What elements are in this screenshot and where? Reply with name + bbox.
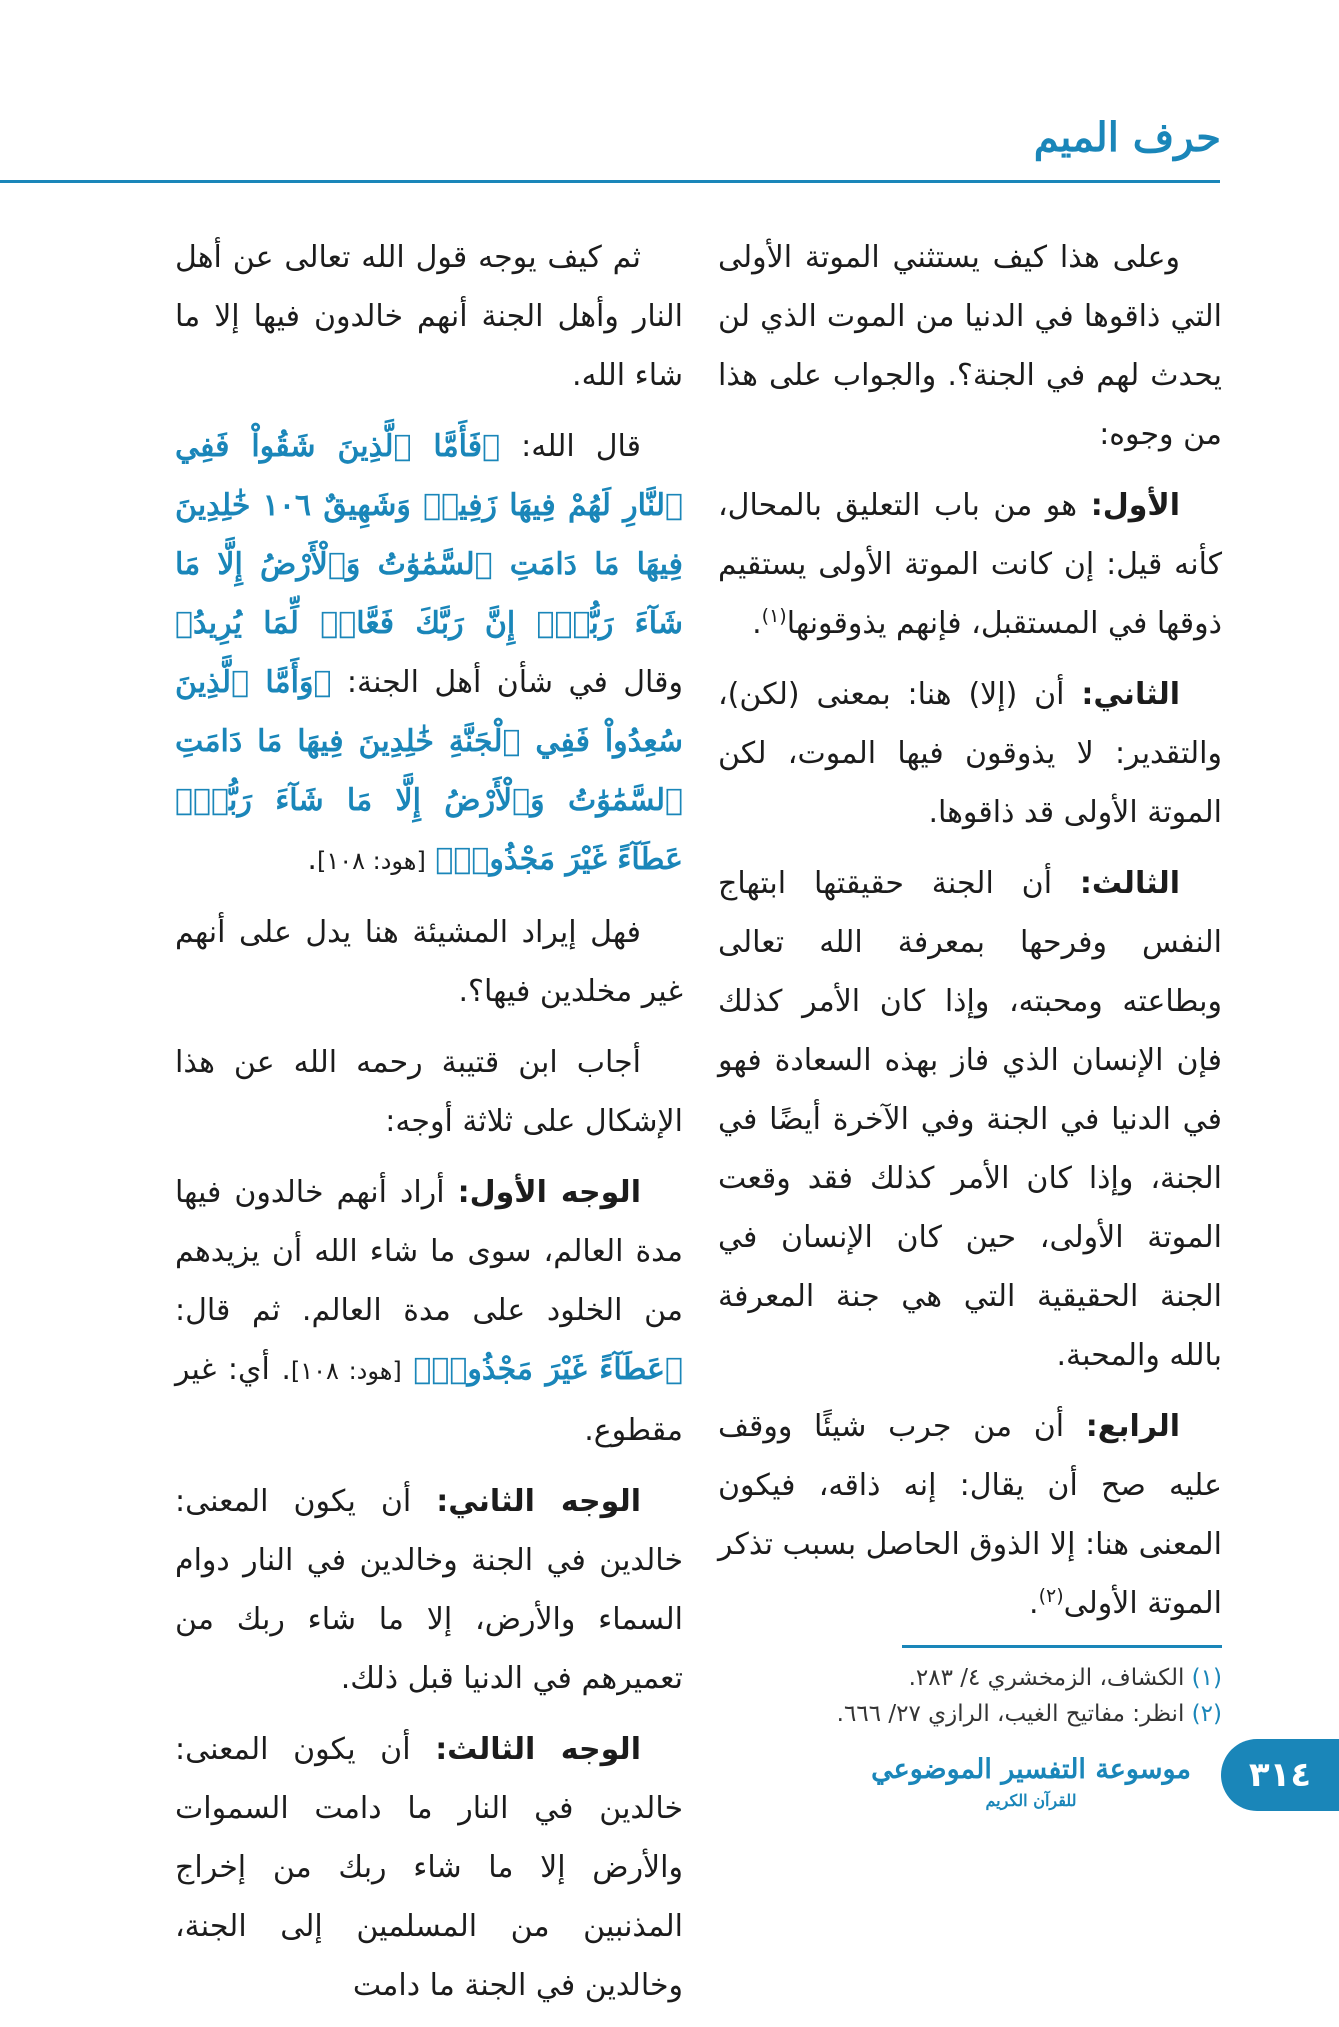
footnote-divider	[902, 1645, 1222, 1648]
verses-paragraph: قال الله: ﴿فَأَمَّا ٱلَّذِينَ شَقُواْ فَفِي ٱلنَّارِ لَهُمْ فِيهَا زَفِيرٞ وَشَهِيقٌ ١٠٦ خَٰلِدِينَ فِيهَا مَا دَامَتِ ٱلسَّمَٰوَٰتُ وَٱلْأَرْضُ إِلَّا مَا شَآءَ رَبُّكَۚ إِنَّ رَبَّكَ فَعَّالٞ لِّمَا يُرِيدُ﴾ وقال في شأن أهل الجنة: ﴿وَأَمَّا ٱلَّذِينَ سُعِدُواْ فَفِي ٱلْجَنَّةِ خَٰلِدِينَ فِيهَا مَا دَامَتِ ٱلسَّمَٰوَٰتُ وَٱلْأَرْضُ إِلَّا مَا شَآءَ رَبُّكَۖ عَطَآءً غَيْرَ مَجْذُوذٖ﴾ [هود: ١٠٨].	[175, 429, 683, 877]
chapter-title: حرف الميم	[1033, 114, 1221, 161]
aspect-second-lead: الوجه الثاني:	[436, 1484, 641, 1519]
intro-paragraph: وعلى هذا كيف يستثني الموتة الأولى التي ذاقوها في الدنيا من الموت الذي لن يحدث لهم في الجنة؟. والجواب على هذا من وجوه:	[718, 240, 1222, 452]
aspect-second: الوجه الثاني: أن يكون المعنى: خالدين في الجنة وخالدين في النار دوام السماء والأرض، إلا ما شاء ربك من تعميرهم في الدنيا قبل ذلك.	[175, 1484, 683, 1696]
series-title: موسوعة التفسير الموضوعي	[871, 1754, 1191, 1785]
point-first-text: هو من باب التعليق بالمحال، كأنه قيل: إن كانت الموتة الأولى يستقيم ذوقها في المستقبل، فإنهم يذوقونها	[718, 488, 1222, 641]
series-subtitle: للقرآن الكريم	[985, 1791, 1077, 1810]
aspect-third-lead: الوجه الثالث:	[435, 1732, 641, 1767]
point-third-lead: الثالث:	[1079, 866, 1180, 901]
point-fourth: الرابع: أن من جرب شيئًا ووقف عليه صح أن يقال: إنه ذاقه، فيكون المعنى هنا: إلا الذوق الحاصل بسبب تذكر الموتة الأولى$^{(٢)}$.	[718, 1409, 1222, 1621]
answer-intro-paragraph: أجاب ابن قتيبة رحمه الله عن هذا الإشكال على ثلاثة أوجه:	[175, 1045, 683, 1139]
footnote-ref-2[interactable]: (٢)	[1038, 1585, 1064, 1607]
aspect-first-lead: الوجه الأول:	[457, 1175, 641, 1210]
footnote-ref-1[interactable]: (١)	[761, 605, 787, 627]
aspect-first: الوجه الأول: أراد أنهم خالدون فيها مدة العالم، سوى ما شاء الله أن يزيدهم من الخلود على مدة العالم. ثم قال: ﴿عَطَآءً غَيْرَ مَجْذُوذٖ﴾ [هود: ١٠٨]. أي: غير مقطوع.	[175, 1175, 683, 1448]
point-second	[718, 665, 1222, 842]
footnote-1: (١) الكشاف، الزمخشري ٤/ ٢٨٣.	[908, 1665, 1222, 1691]
question-paragraph: ثم كيف يوجه قول الله تعالى عن أهل النار وأهل الجنة أنهم خالدون فيها إلا ما شاء الله.	[175, 240, 683, 393]
series-logo	[866, 1736, 1196, 1826]
right-column	[718, 228, 1222, 1645]
doubt-paragraph: فهل إيراد المشيئة هنا يدل على أنهم غير مخلدين فيها؟.	[175, 915, 683, 1009]
point-second-text: أن (إلا) هنا: بمعنى (لكن)، والتقدير: لا يذوقون فيها الموت، لكن الموتة الأولى قد ذاقوها.	[718, 677, 1222, 830]
point-first: الأول: هو من باب التعليق بالمحال، كأنه قيل: إن كانت الموتة الأولى يستقيم ذوقها في المستقبل، فإنهم يذوقونها$^{(١)}$.	[718, 488, 1222, 641]
left-column	[175, 228, 683, 2027]
quran-verse-hud-106-107: ﴿فَأَمَّا ٱلَّذِينَ شَقُواْ فَفِي ٱلنَّارِ لَهُمْ فِيهَا زَفِيرٞ وَشَهِيقٌ ١٠٦ خَٰلِدِينَ فِيهَا مَا دَامَتِ ٱلسَّمَٰوَٰتُ وَٱلْأَرْضُ إِلَّا مَا شَآءَ رَبُّكَۚ إِنَّ رَبَّكَ فَعَّالٞ لِّمَا يُرِيدُ﴾	[175, 429, 683, 641]
aspect-third: الوجه الثالث: أن يكون المعنى: خالدين في النار ما دامت السموات والأرض إلا ما شاء ربك من إخراج المذنبين من المسلمين إلى الجنة، وخالدين في الجنة ما دامت	[175, 1732, 683, 2003]
quran-verse-hud-108: ﴿وَأَمَّا ٱلَّذِينَ سُعِدُواْ فَفِي ٱلْجَنَّةِ خَٰلِدِينَ فِيهَا مَا دَامَتِ ٱلسَّمَٰوَٰتُ وَٱلْأَرْضُ إِلَّا مَا شَآءَ رَبُّكَۖ عَطَآءً غَيْرَ مَجْذُوذٖ﴾	[175, 665, 683, 877]
point-first-lead: الأول:	[1090, 488, 1180, 523]
footnotes	[622, 1660, 1222, 1732]
point-third-text: أن الجنة حقيقتها ابتهاج النفس وفرحها بمعرفة الله تعالى وبطاعته ومحبته، وإذا كان الأمر كذلك فإن الإنسان الذي فاز بهذه السعادة فهو في الدنيا في الجنة وفي الآخرة أيضًا في الجنة، وإذا كان الأمر كذلك فقد وقعت الموتة الأولى، حين كان الإنسان في الجنة الحقيقية التي هي جنة المعرفة بالله والمحبة.	[718, 866, 1222, 1373]
verse-reference: [هود: ١٠٨]	[316, 847, 426, 875]
quran-verse-short: ﴿عَطَآءً غَيْرَ مَجْذُوذٖ﴾	[413, 1352, 683, 1387]
point-fourth-lead: الرابع:	[1085, 1409, 1180, 1444]
header-divider	[0, 180, 1220, 183]
page-number: ٣١٤	[1248, 1755, 1312, 1795]
point-third	[718, 854, 1222, 1385]
footnote-2: (٢) انظر: مفاتيح الغيب، الرازي ٢٧/ ٦٦٦.	[836, 1701, 1222, 1727]
point-second-lead: الثاني:	[1081, 677, 1180, 712]
page-number-badge	[1221, 1739, 1339, 1811]
point-fourth-text: أن من جرب شيئًا ووقف عليه صح أن يقال: إنه ذاقه، فيكون المعنى هنا: إلا الذوق الحاصل بسبب تذكر الموتة الأولى	[718, 1409, 1222, 1621]
verse-reference: [هود: ١٠٨]	[290, 1357, 402, 1385]
